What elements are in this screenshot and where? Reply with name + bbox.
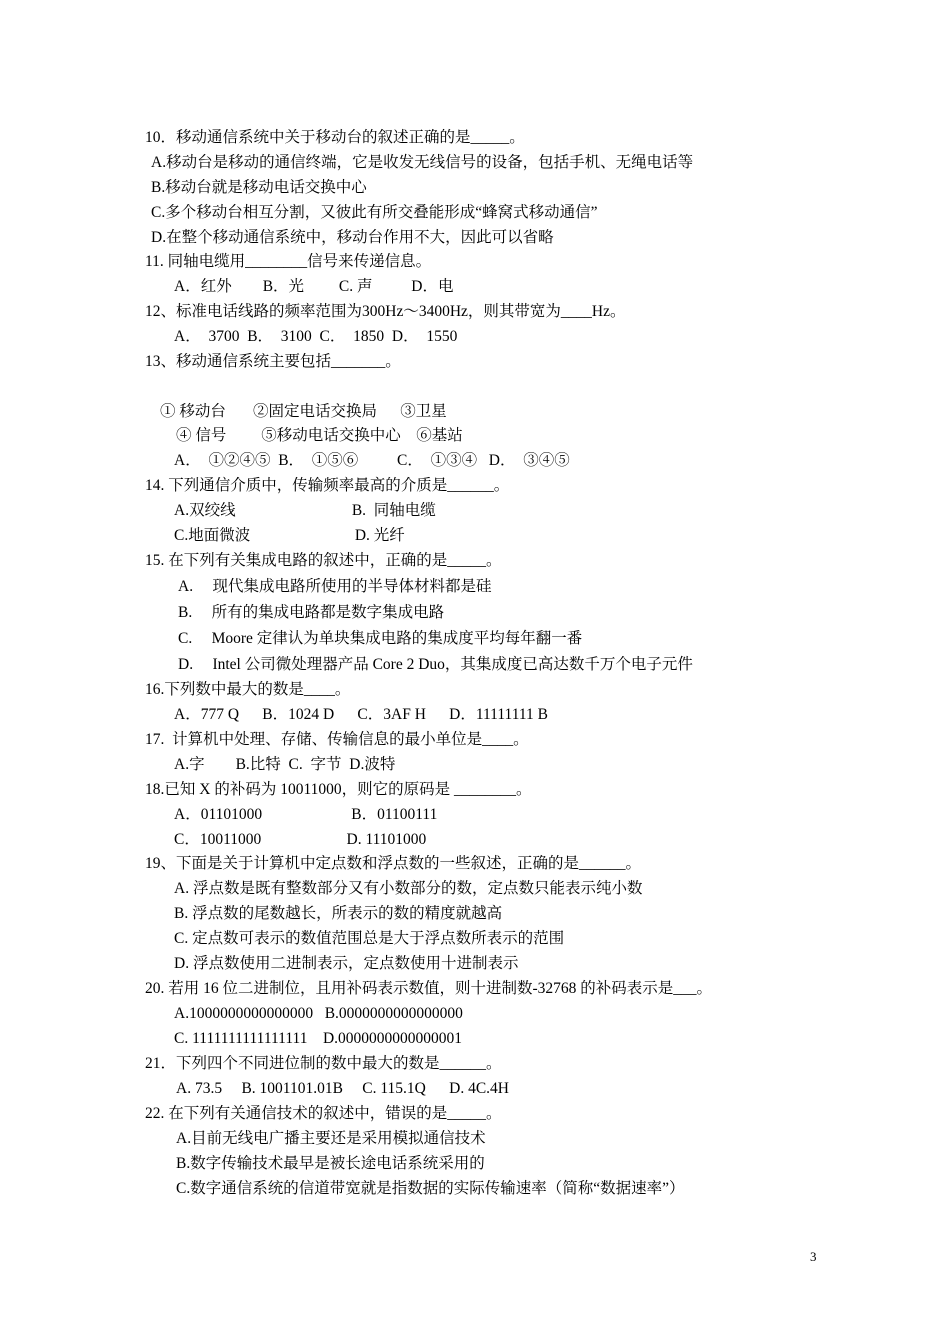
question-14-stem: 14. 下列通信介质中，传输频率最高的介质是______。 <box>145 477 510 494</box>
question-18-options-ab: A．01101000 B．01100111 <box>174 806 438 823</box>
question-22-option-b: B.数字传输技术最早是被长途电话系统采用的 <box>176 1155 485 1172</box>
question-19-option-a: A. 浮点数是既有整数部分又有小数部分的数，定点数只能表示纯小数 <box>174 880 643 897</box>
question-12-stem: 12、标准电话线路的频率范围为300Hz～3400Hz，则其带宽为____Hz。 <box>145 303 626 320</box>
question-10-stem: 10．移动通信系统中关于移动台的叙述正确的是_____。 <box>145 129 525 146</box>
question-19-option-d: D. 浮点数使用二进制表示，定点数使用十进制表示 <box>174 955 519 972</box>
question-19-stem: 19、下面是关于计算机中定点数和浮点数的一些叙述，正确的是______。 <box>145 855 642 872</box>
question-15-stem: 15. 在下列有关集成电路的叙述中，正确的是_____。 <box>145 552 502 569</box>
question-16-stem: 16.下列数中最大的数是____。 <box>145 681 351 698</box>
question-19-option-b: B. 浮点数的尾数越长，所表示的数的精度就越高 <box>174 905 503 922</box>
question-10-option-a: A.移动台是移动的通信终端，它是收发无线信号的设备，包括手机、无绳电话等 <box>151 154 694 171</box>
question-19-option-c: C. 定点数可表示的数值范围总是大于浮点数所表示的范围 <box>174 930 565 947</box>
question-18-stem: 18.已知 X 的补码为 10011000，则它的原码是 ________。 <box>145 781 532 798</box>
question-12-options: A． 3700 B． 3100 C． 1850 D． 1550 <box>174 328 458 345</box>
question-16-options: A．777 Q B．1024 D C．3AF H D．11111111 B <box>174 706 549 723</box>
question-17-options: A.字 B.比特 C. 字节 D.波特 <box>174 756 396 773</box>
question-20-options-cd: C. 1111111111111111 D.0000000000000001 <box>174 1030 463 1047</box>
question-11-stem: 11. 同轴电缆用________信号来传递信息。 <box>145 253 432 270</box>
question-20-options-ab: A.1000000000000000 B.0000000000000000 <box>174 1005 463 1022</box>
question-15-option-c: C. Moore 定律认为单块集成电路的集成度平均每年翻一番 <box>178 630 583 647</box>
question-11-options: A．红外 B．光 C. 声 D．电 <box>174 278 454 295</box>
question-20-stem: 20. 若用 16 位二进制位，且用补码表示数值，则十进制数-32768 的补码表示是___。 <box>145 980 713 997</box>
question-13-options: A． ①②④⑤ B． ①⑤⑥ C． ①③④ D． ③④⑤ <box>174 452 570 469</box>
question-10-option-b: B.移动台就是移动电话交换中心 <box>151 179 367 196</box>
question-21-stem: 21．下列四个不同进位制的数中最大的数是______。 <box>145 1055 502 1072</box>
question-15-option-a: A. 现代集成电路所使用的半导体材料都是硅 <box>178 578 492 595</box>
question-10-option-c: C.多个移动台相互分割，又彼此有所交叠能形成“蜂窝式移动通信” <box>151 204 598 221</box>
question-22-option-a: A.目前无线电广播主要还是采用模拟通信技术 <box>176 1130 486 1147</box>
question-14-options-ab: A.双绞线 B. 同轴电缆 <box>174 502 436 519</box>
question-13-stem: 13、移动通信系统主要包括_______。 <box>145 353 401 370</box>
question-15-option-b: B. 所有的集成电路都是数字集成电路 <box>178 604 445 621</box>
question-17-stem: 17. 计算机中处理、存储、传输信息的最小单位是____。 <box>145 731 529 748</box>
question-22-stem: 22. 在下列有关通信技术的叙述中，错误的是_____。 <box>145 1105 502 1122</box>
page-number: 3 <box>810 1249 817 1264</box>
question-18-options-cd: C．10011000 D. 11101000 <box>174 831 427 848</box>
question-13-items-2: ④ 信号 ⑤移动电话交换中心 ⑥基站 <box>176 427 463 444</box>
question-10-option-d: D.在整个移动通信系统中，移动台作用不大，因此可以省略 <box>151 229 554 246</box>
question-14-options-cd: C.地面微波 D. 光纤 <box>174 527 405 544</box>
question-22-option-c: C.数字通信系统的信道带宽就是指数据的实际传输速率（简称“数据速率”） <box>176 1180 685 1197</box>
question-15-option-d: D. Intel 公司微处理器产品 Core 2 Duo，其集成度已高达数千万个电子元件 <box>178 656 693 673</box>
question-13-items-1: ① 移动台 ②固定电话交换局 ③卫星 <box>160 403 447 420</box>
question-21-options: A. 73.5 B. 1001101.01B C. 115.1Q D. 4C.4H <box>176 1080 509 1097</box>
